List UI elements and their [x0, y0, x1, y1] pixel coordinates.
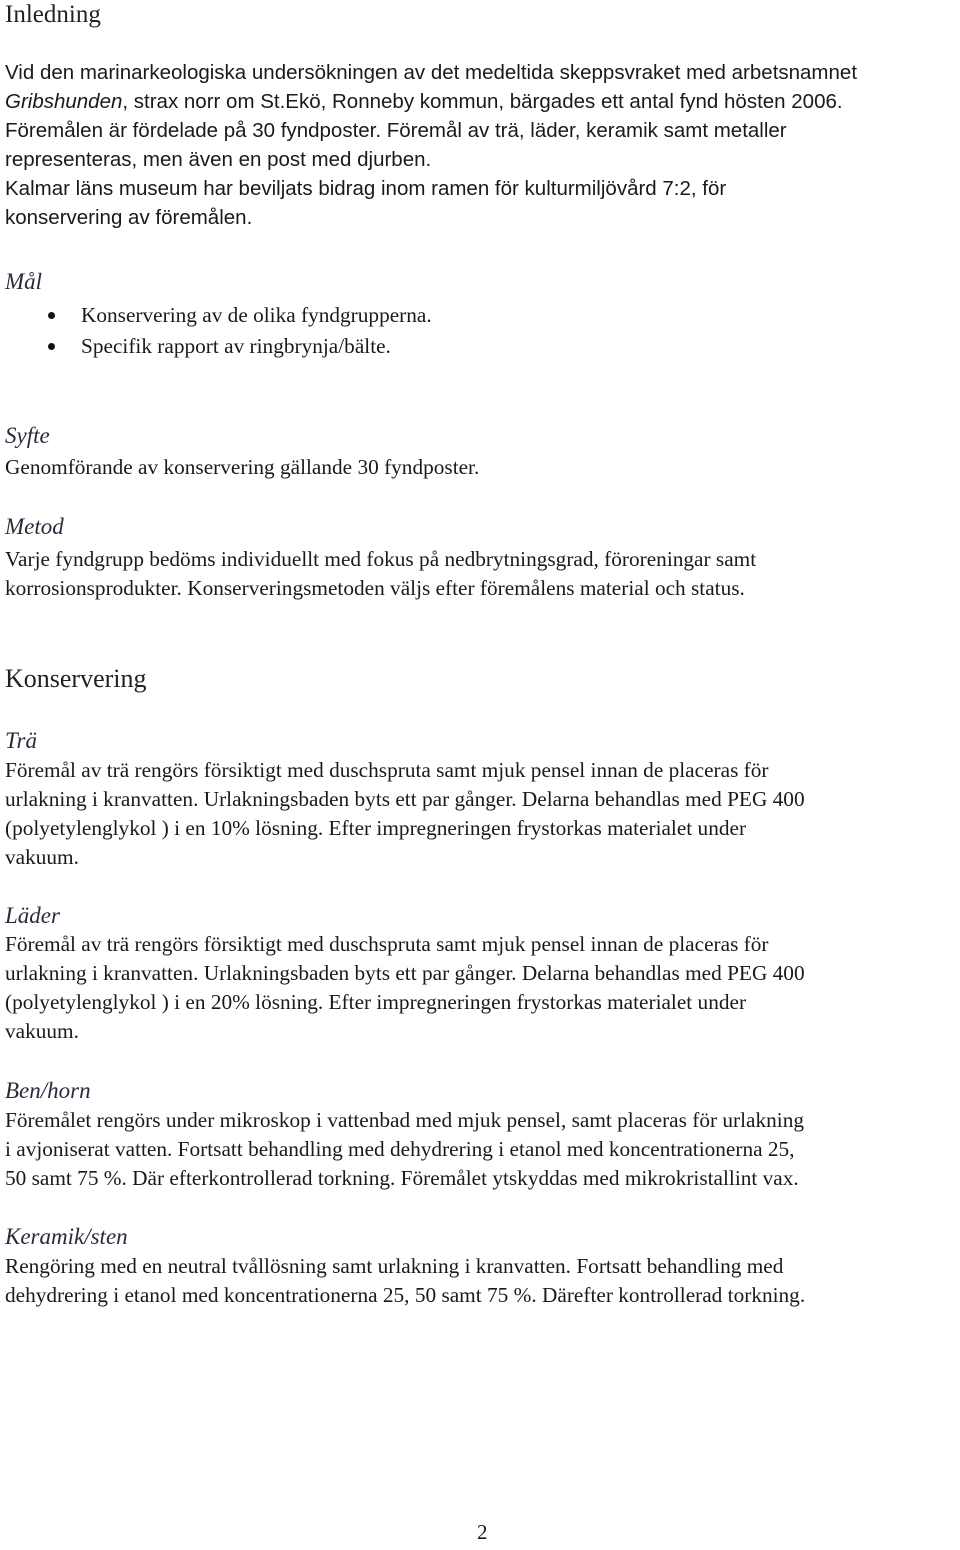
- metod-paragraph: [5, 545, 957, 603]
- metod-line-2: korrosionsprodukter. Konserveringsmetoden väljs efter föremålens material och status.: [5, 576, 745, 600]
- mal-item-1: Konservering av de olika fyndgrupperna.: [81, 303, 432, 327]
- heading-inledning: Inledning: [5, 1, 101, 28]
- intro-paragraph: [5, 58, 957, 232]
- lader-line-2: urlakning i kranvatten. Urlakningsbaden byts ett par gånger. Delarna behandlas med PEG 400: [5, 961, 805, 985]
- intro-line-1: Vid den marinarkeologiska undersökningen av det medeltida skeppsvraket med arbetsnamnet: [5, 61, 858, 84]
- intro-line-2-rest: , strax norr om St.Ekö, Ronneby kommun, bärgades ett antal fynd hösten 2006.: [122, 90, 843, 113]
- heading-tra: Trä: [5, 728, 37, 753]
- keramik-line-2: dehydrering i etanol med koncentrationerna 25, 50 samt 75 %. Därefter kontrollerad torkning.: [5, 1283, 806, 1307]
- bullet-icon: [48, 343, 55, 350]
- page-number: 2: [477, 1520, 488, 1544]
- tra-paragraph: [5, 756, 957, 872]
- syfte-line: Genomförande av konservering gällande 30 fyndposter.: [5, 455, 480, 479]
- keramik-line-1: Rengöring med en neutral tvållösning samt urlakning i kranvatten. Fortsatt behandling med: [5, 1254, 784, 1278]
- heading-syfte: Syfte: [5, 423, 50, 448]
- metod-line-1: Varje fyndgrupp bedöms individuellt med fokus på nedbrytningsgrad, föroreningar samt: [5, 547, 757, 571]
- intro-line-5: Kalmar läns museum har beviljats bidrag inom ramen för kulturmiljövård 7:2, för: [5, 177, 727, 200]
- benhorn-paragraph: [5, 1106, 957, 1193]
- heading-mal: Mål: [5, 269, 43, 294]
- mal-list: [5, 300, 432, 362]
- heading-metod: Metod: [5, 514, 64, 539]
- benhorn-line-3: 50 samt 75 %. Där efterkontrollerad torkning. Föremålet ytskyddas med mikrokristallint vax.: [5, 1166, 799, 1190]
- tra-line-3: (polyetylenglykol ) i en 10% lösning. Efter impregneringen frystorkas materialet under: [5, 816, 747, 840]
- tra-line-4: vakuum.: [5, 845, 79, 869]
- list-item: [5, 300, 432, 331]
- bullet-icon: [48, 312, 55, 319]
- lader-line-1: Föremål av trä rengörs försiktigt med duschspruta samt mjuk pensel innan de placeras för: [5, 932, 769, 956]
- heading-keramik: Keramik/sten: [5, 1224, 128, 1249]
- intro-line-4: representeras, men även en post med djurben.: [5, 148, 432, 171]
- lader-line-3: (polyetylenglykol ) i en 20% lösning. Efter impregneringen frystorkas materialet under: [5, 990, 747, 1014]
- intro-vessel-name: Gribshunden: [5, 90, 123, 113]
- keramik-paragraph: [5, 1252, 957, 1310]
- benhorn-line-2: i avjoniserat vatten. Fortsatt behandling med dehydrering i etanol med koncentrationerna 25,: [5, 1137, 795, 1161]
- lader-line-4: vakuum.: [5, 1019, 79, 1043]
- list-item: [5, 331, 432, 362]
- benhorn-line-1: Föremålet rengörs under mikroskop i vattenbad med mjuk pensel, samt placeras för urlakning: [5, 1108, 805, 1132]
- tra-line-1: Föremål av trä rengörs försiktigt med duschspruta samt mjuk pensel innan de placeras för: [5, 758, 769, 782]
- lader-paragraph: [5, 930, 957, 1046]
- intro-line-6: konservering av föremålen.: [5, 206, 253, 229]
- heading-lader: Läder: [5, 903, 60, 928]
- intro-line-3: Föremålen är fördelade på 30 fyndposter. Föremål av trä, läder, keramik samt metaller: [5, 119, 787, 142]
- mal-item-2: Specifik rapport av ringbrynja/bälte.: [81, 334, 391, 358]
- heading-konservering: Konservering: [5, 664, 147, 693]
- heading-benhorn: Ben/horn: [5, 1078, 91, 1103]
- intro-line-2: [5, 87, 957, 116]
- syfte-text: [5, 453, 957, 482]
- tra-line-2: urlakning i kranvatten. Urlakningsbaden byts ett par gånger. Delarna behandlas med PEG 400: [5, 787, 805, 811]
